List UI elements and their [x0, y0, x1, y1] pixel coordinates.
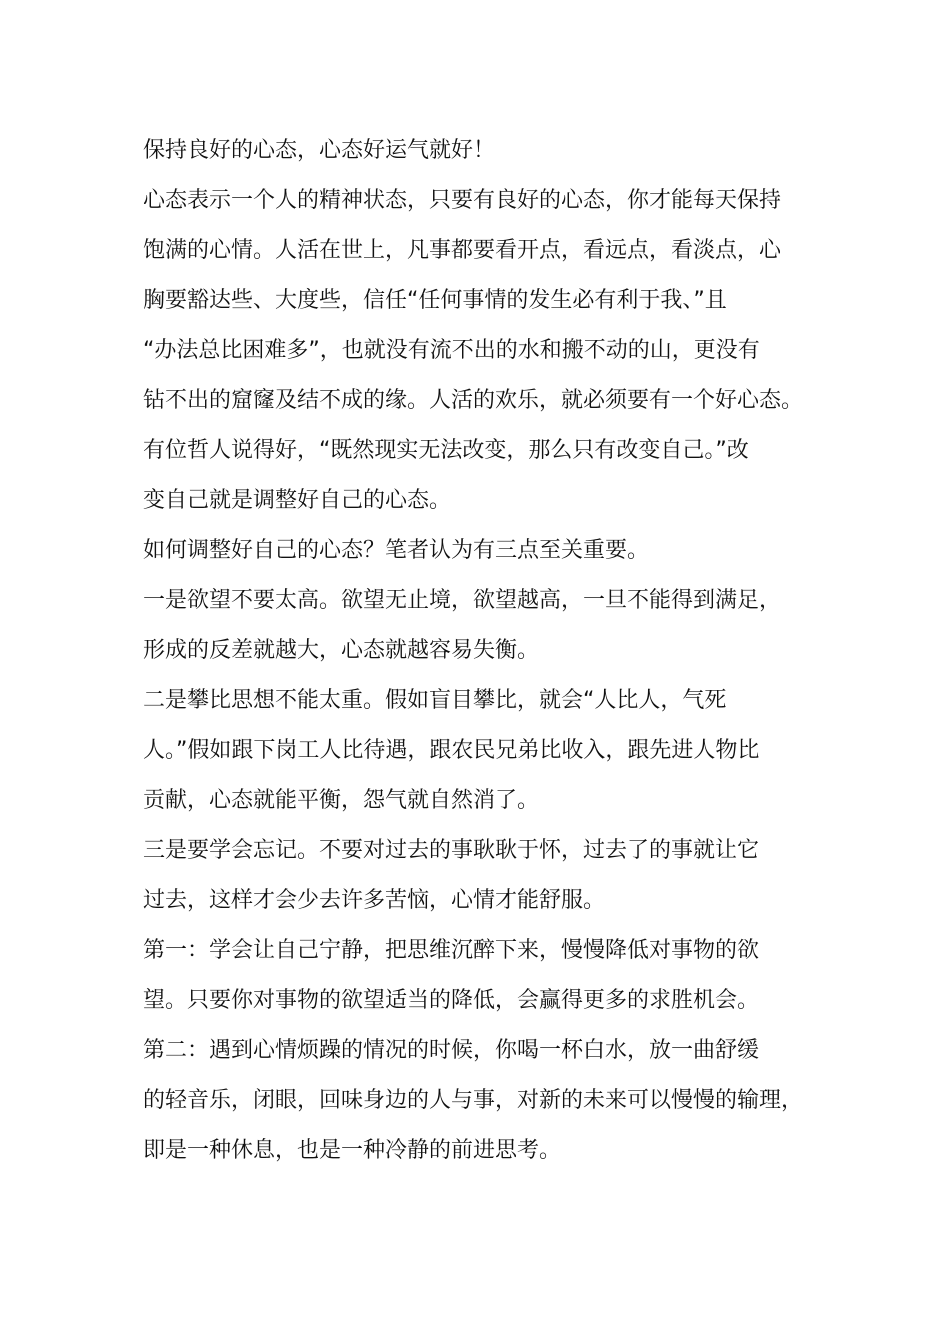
text-line: 一是欲望不要太高。欲望无止境，欲望越高，一旦不能得到满足，	[143, 588, 782, 613]
text-line: 人。”假如跟下岗工人比待遇，跟农民兄弟比收入，跟先进人物比	[143, 738, 760, 763]
text-line: 形成的反差就越大，心态就越容易失衡。	[143, 638, 540, 663]
text-line: 的轻音乐，闭眼，回味身边的人与事，对新的未来可以慢慢的输理，	[143, 1088, 804, 1113]
text-line: 即是一种休息，也是一种冷静的前进思考。	[143, 1138, 562, 1163]
text-line: 饱满的心情。人活在世上，凡事都要看开点，看远点，看淡点，心	[143, 238, 782, 263]
text-line: 如何调整好自己的心态？笔者认为有三点至关重要。	[143, 538, 650, 563]
text-line: 三是要学会忘记。不要对过去的事耿耿于怀，过去了的事就让它	[143, 838, 760, 863]
text-line: 钻不出的窟窿及结不成的缘。人活的欢乐，就必须要有一个好心态。	[143, 388, 804, 413]
text-line: 望。只要你对事物的欲望适当的降低，会赢得更多的求胜机会。	[143, 988, 760, 1013]
text-line: 二是攀比思想不能太重。假如盲目攀比，就会“人比人，气死	[143, 688, 727, 713]
text-line: 变自己就是调整好自己的心态。	[143, 488, 452, 513]
text-line: 第一：学会让自己宁静，把思维沉醉下来，慢慢降低对事物的欲	[143, 938, 760, 963]
text-line: “办法总比困难多”，也就没有流不出的水和搬不动的山，更没有	[143, 338, 760, 363]
text-line: 第二：遇到心情烦躁的情况的时候，你喝一杯白水，放一曲舒缓	[143, 1038, 760, 1063]
text-line: 保持良好的心态，心态好运气就好！	[143, 138, 496, 163]
text-line: 心态表示一个人的精神状态，只要有良好的心态，你才能每天保持	[143, 188, 782, 213]
text-line: 有位哲人说得好，“既然现实无法改变，那么只有改变自己。”改	[143, 438, 749, 463]
text-line: 贡献，心态就能平衡，怨气就自然消了。	[143, 788, 540, 813]
text-line: 胸要豁达些、大度些，信任“任何事情的发生必有利于我、”且	[143, 288, 727, 313]
text-line: 过去，这样才会少去许多苦恼，心情才能舒服。	[143, 888, 606, 913]
